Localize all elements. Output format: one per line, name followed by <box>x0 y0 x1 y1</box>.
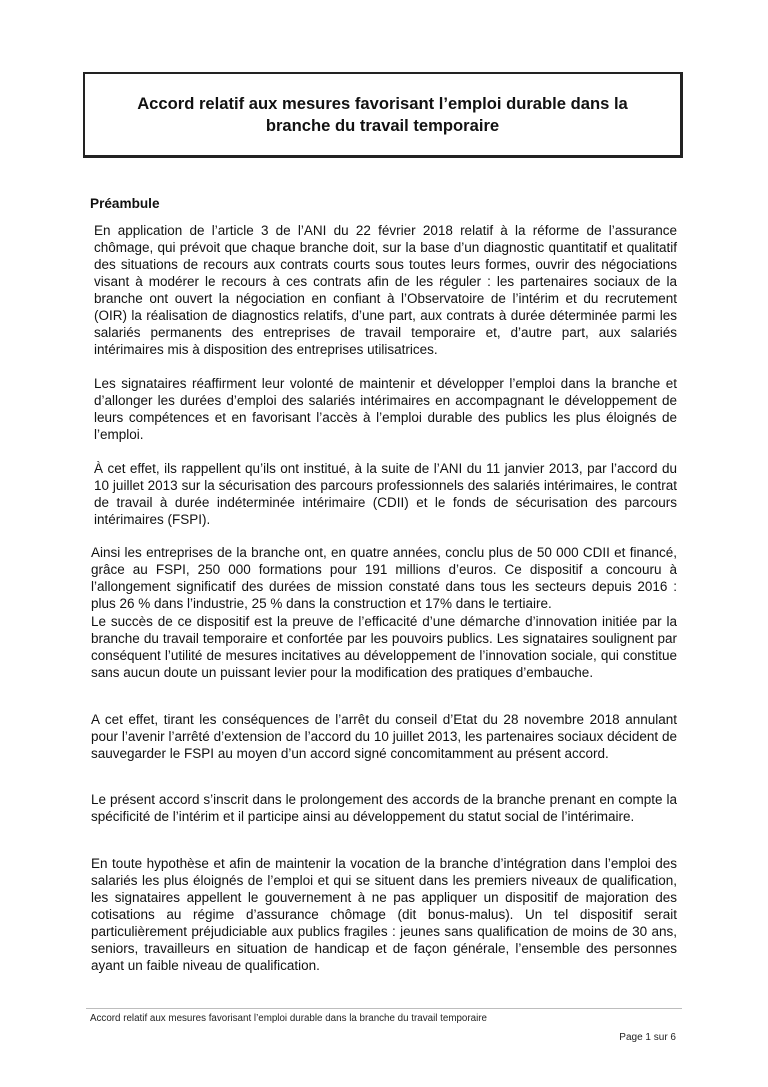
document-title-line-2: branche du travail temporaire <box>265 115 500 135</box>
footer-running-title: Accord relatif aux mesures favorisant l’emploi durable dans la branche du travail temporaire <box>90 1013 487 1024</box>
section-heading: Préambule <box>90 196 160 211</box>
document-title-box <box>83 72 683 158</box>
paragraph-6: A cet effet, tirant les conséquences de l’arrêt du conseil d’Etat du 28 novembre 2018 annulant pour l’avenir l’arrêté d’extension de l’accord du 10 juillet 2013, les partenaires sociaux décident de sauvegarder le FSPI au moyen d’un accord signé concomitamment au présent accord. <box>91 712 677 761</box>
paragraph-4: Ainsi les entreprises de la branche ont, en quatre années, conclu plus de 50 000 CDII et financé, grâce au FSPI, 250 000 formations pour 191 millions d’euros. Ce dispositif a concouru à l’allongement significatif des durées de mission constaté dans tous les secteurs depuis 2016 : plus 26 % dans l’industrie, 25 % dans la construction et 17% dans le tertiaire. <box>91 545 677 611</box>
paragraph-8: En toute hypothèse et afin de maintenir la vocation de la branche d’intégration dans l’emploi des salariés les plus éloignés de l’emploi et qui se situent dans les premiers niveaux de qualification, les signataires appellent le gouvernement à ne pas appliquer un dispositif de majoration des cotisations au régime d’assurance chômage (dit bonus-malus). Un tel dispositif serait particulièrement préjudiciable aux publics fragiles : jeunes sans qualification de moins de 30 ans, seniors, travailleurs en situation de handicap et de façon générale, l’ensemble des personnes ayant un faible niveau de qualification. <box>91 856 677 973</box>
paragraph-3: À cet effet, ils rappellent qu’ils ont institué, à la suite de l’ANI du 11 janvier 2013, par l’accord du 10 juillet 2013 sur la sécurisation des parcours professionnels des salariés intérimaires, le contrat de travail à durée indéterminée intérimaire (CDII) et le fonds de sécurisation des parcours intérimaires (FSPI). <box>94 461 677 527</box>
document-title-line-1: Accord relatif aux mesures favorisant l’emploi durable dans la <box>137 93 628 113</box>
paragraph-5: Le succès de ce dispositif est la preuve de l’efficacité d’une démarche d’innovation initiée par la branche du travail temporaire et confortée par les pouvoirs publics. Les signataires soulignent par conséquent l’utilité de mesures incitatives au développement de l’innovation sociale, qui constitue sans aucun doute un puissant levier pour la modification des pratiques d’embauche. <box>91 614 677 680</box>
footer-divider <box>86 1008 682 1009</box>
paragraph-1: En application de l’article 3 de l’ANI du 22 février 2018 relatif à la réforme de l’assurance chômage, qui prévoit que chaque branche doit, sur la base d’un diagnostic quantitatif et qualitatif des situations de recours aux contrats courts sous toutes leurs formes, ouvrir des négociations visant à modérer le recours à ces contrats afin de les réguler : les partenaires sociaux de la branche ont ouvert la négociation en confiant à l’Observatoire de l’intérim et du recrutement (OIR) la réalisation de diagnostics relatifs, d’une part, aux contrats à durée déterminée parmi les salariés permanents des entreprises de travail temporaire et, d’autre part, aux salariés intérimaires mis à disposition des entreprises utilisatrices. <box>94 223 677 357</box>
page-number: Page 1 sur 6 <box>619 1032 676 1043</box>
paragraph-2: Les signataires réaffirment leur volonté de maintenir et développer l’emploi dans la branche et d’allonger les durées d’emploi des salariés intérimaires en accompagnant le développement de leurs compétences et en favorisant l’accès à l’emploi durable des publics les plus éloignés de l’emploi. <box>94 376 677 442</box>
paragraph-7: Le présent accord s’inscrit dans le prolongement des accords de la branche prenant en compte la spécificité de l’intérim et il participe ainsi au développement du statut social de l’intérimaire. <box>91 792 677 824</box>
